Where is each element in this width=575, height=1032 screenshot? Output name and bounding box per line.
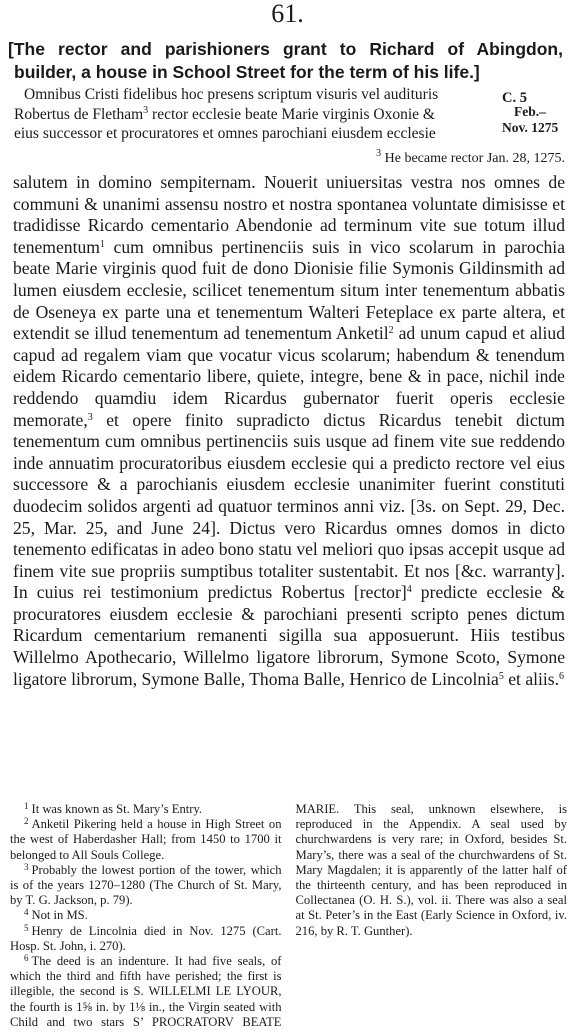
body-segment-6: et aliis.: [503, 668, 560, 689]
footnote-3: [10, 863, 282, 909]
body-segment-2: cum omnibus pertinenciis suis in vico scolarum in parochia beate Marie virginis quod fuit de dono Dionisie filie Symonis Gildinsmith ad lumen eiusdem ecclesie, scilicet tenementum situm inter tenementum abbatis de Oseneya ex parte una et tenementum Walteri Feteplace ex parte altera, et extendit se illud tenementum ad tenementum Anketil: [13, 236, 565, 344]
footnote-6-number: 6: [24, 953, 29, 964]
footnote-1: [10, 802, 282, 817]
marginal-date-line-2: Feb.–: [514, 104, 546, 119]
footnote-ref-6: 6: [559, 670, 565, 682]
preamble-footnote: [376, 150, 565, 168]
page-number: 61.: [271, 0, 304, 28]
marginal-date-line-3: Nov. 1275: [502, 120, 559, 135]
preamble-line-2-start: Robertus de Fletham: [14, 105, 144, 123]
charter-body: [13, 172, 565, 690]
charter-body-paragraph: [13, 172, 565, 690]
footnote-5-text: Henry de Lincolnia died in Nov. 1275 (Cart. Hosp. St. John, i. 270).: [10, 923, 282, 953]
marginal-date-line-1: C. 5: [502, 90, 527, 106]
preamble-footnote-text: He became rector Jan. 28, 1275.: [384, 151, 565, 166]
body-segment-3: ad unum capud et aliud capud ad regalem viam que vocatur vicus scolarum; habendum & tenendum eidem Ricardo cementario libere, quiete, integre, bene & in pace, nichil inde reddendo quamdiu idem Ricardus gubernator fuerit operis ecclesie memorate,: [13, 323, 565, 430]
footnote-ref-1: 1: [99, 238, 105, 250]
footnote-6-text: The deed is an indenture. It had five seals, of which the third and fifth have perished; the first is illegible, the second is S. WILLELMI LE LYOUR, the fourth is 1⅝ in. by 1⅛ in., the Virgin seated with Child and two stars S’ PROCRATORV BEATE MARIE. This seal, unknown elsewhere, is reproduced in the Appendix. A seal used by churchwardens is very rare; in Oxford, besides St. Mary’s, there was a seal of the churchwardens of St. Mary Magdalen; it is apparently of the latter half of the thirteenth century, and has been reproduced in Collectanea (O. H. S.), vol. ii. There was also a seal at St. Peter’s in the East (Early Science in Oxford, iv. 216, by R. T. Gunther).: [10, 802, 567, 1029]
footnote-2-text: Anketil Pikering held a house in High Street on the west of Haberdasher Hall; from 1450 to 1700 it belonged to All Souls College.: [10, 817, 282, 862]
body-segment-5: predicte ecclesie & procuratores eiusdem ecclesie & parochiani presenti scripto penes dictum Ricardum cementarium remanenti sigilla sua apposuerunt. Hiis testibus Willelmo Apothecario, Willelmo ligatore librorum, Symone Scoto, Symone ligatore librorum, Symone Balle, Thoma Balle, Henrico de Lincolnia: [13, 582, 565, 689]
charter-preamble: [14, 85, 484, 144]
footnote-ref-3b: 3: [87, 411, 93, 423]
footnote-5: [10, 924, 282, 954]
footnote-4: [10, 908, 282, 923]
preamble-line-3: eius successor et procuratores et omnes parochiani eiusdem ecclesie: [14, 125, 436, 142]
footnote-1-text: It was known as St. Mary’s Entry.: [31, 802, 203, 816]
footnote-1-number: 1: [24, 801, 29, 811]
footnote-3-number: 3: [24, 861, 29, 872]
footnote-4-text: Not in MS.: [31, 908, 88, 923]
footnote-ref-4: 4: [406, 584, 412, 596]
preamble-line-2-end: rector ecclesie beate Marie virginis Oxonie &: [148, 105, 435, 123]
footnote-ref-2: 2: [388, 325, 394, 337]
preamble-line-2: [14, 105, 484, 125]
footnote-2: [10, 817, 282, 863]
preamble-footnote-number: 3: [376, 148, 382, 159]
footnote-3-text: Probably the lowest portion of the tower, which is of the years 1270–1280 (The Church of St. Mary, by T. G. Jackson, p. 79).: [10, 862, 282, 908]
footnote-ref-3: 3: [143, 104, 149, 116]
footnote-ref-5: 5: [498, 670, 504, 682]
document-heading: [The rector and parishioners grant to Richard of Abingdon, builder, a house in School Street for the term of his life.]: [8, 39, 563, 82]
footnote-4-number: 4: [24, 907, 29, 918]
preamble-line-1: Omnibus Cristi fidelibus hoc presens scriptum visuris vel audituris: [24, 86, 439, 103]
footnote-5-number: 5: [24, 922, 29, 933]
body-segment-4: et opere finito supradicto dictus Ricardus tenebit dictum tenementum cum omnibus pertinenciis suis usque ad finem vite sue reddendo inde annuatim procuratoribus eiusdem ecclesie qui a predicto rectore vel eius successore & a parochianis eiusdem ecclesie unanimiter fuerint constituti duodecim solidos argenti ad quatuor terminos anni viz. [3s. on Sept. 29, Dec. 25, Mar. 25, and June 24]. Dictus vero Ricardus omnes domos in dicto tenemento edificatas in adeo bono statu vel meliori quo ipsas accepit usque ad finem vite sue propriis sumptibus totaliter sustentabit. Et nos [&c. warranty]. In cuius rei testimonium predictus Robertus [rector]: [13, 409, 565, 603]
body-segment-1: salutem in domino sempiternam. Nouerit uniuersitas vestra nos omnes de communi & unanimi assensu nostro et nostra spontanea voluntate dimisisse et tradidisse Ricardo cementario Abendonie ad terminum vite sue totum illud tenementum: [13, 172, 565, 257]
footnote-2-number: 2: [24, 816, 29, 827]
footnotes: [10, 802, 567, 1032]
